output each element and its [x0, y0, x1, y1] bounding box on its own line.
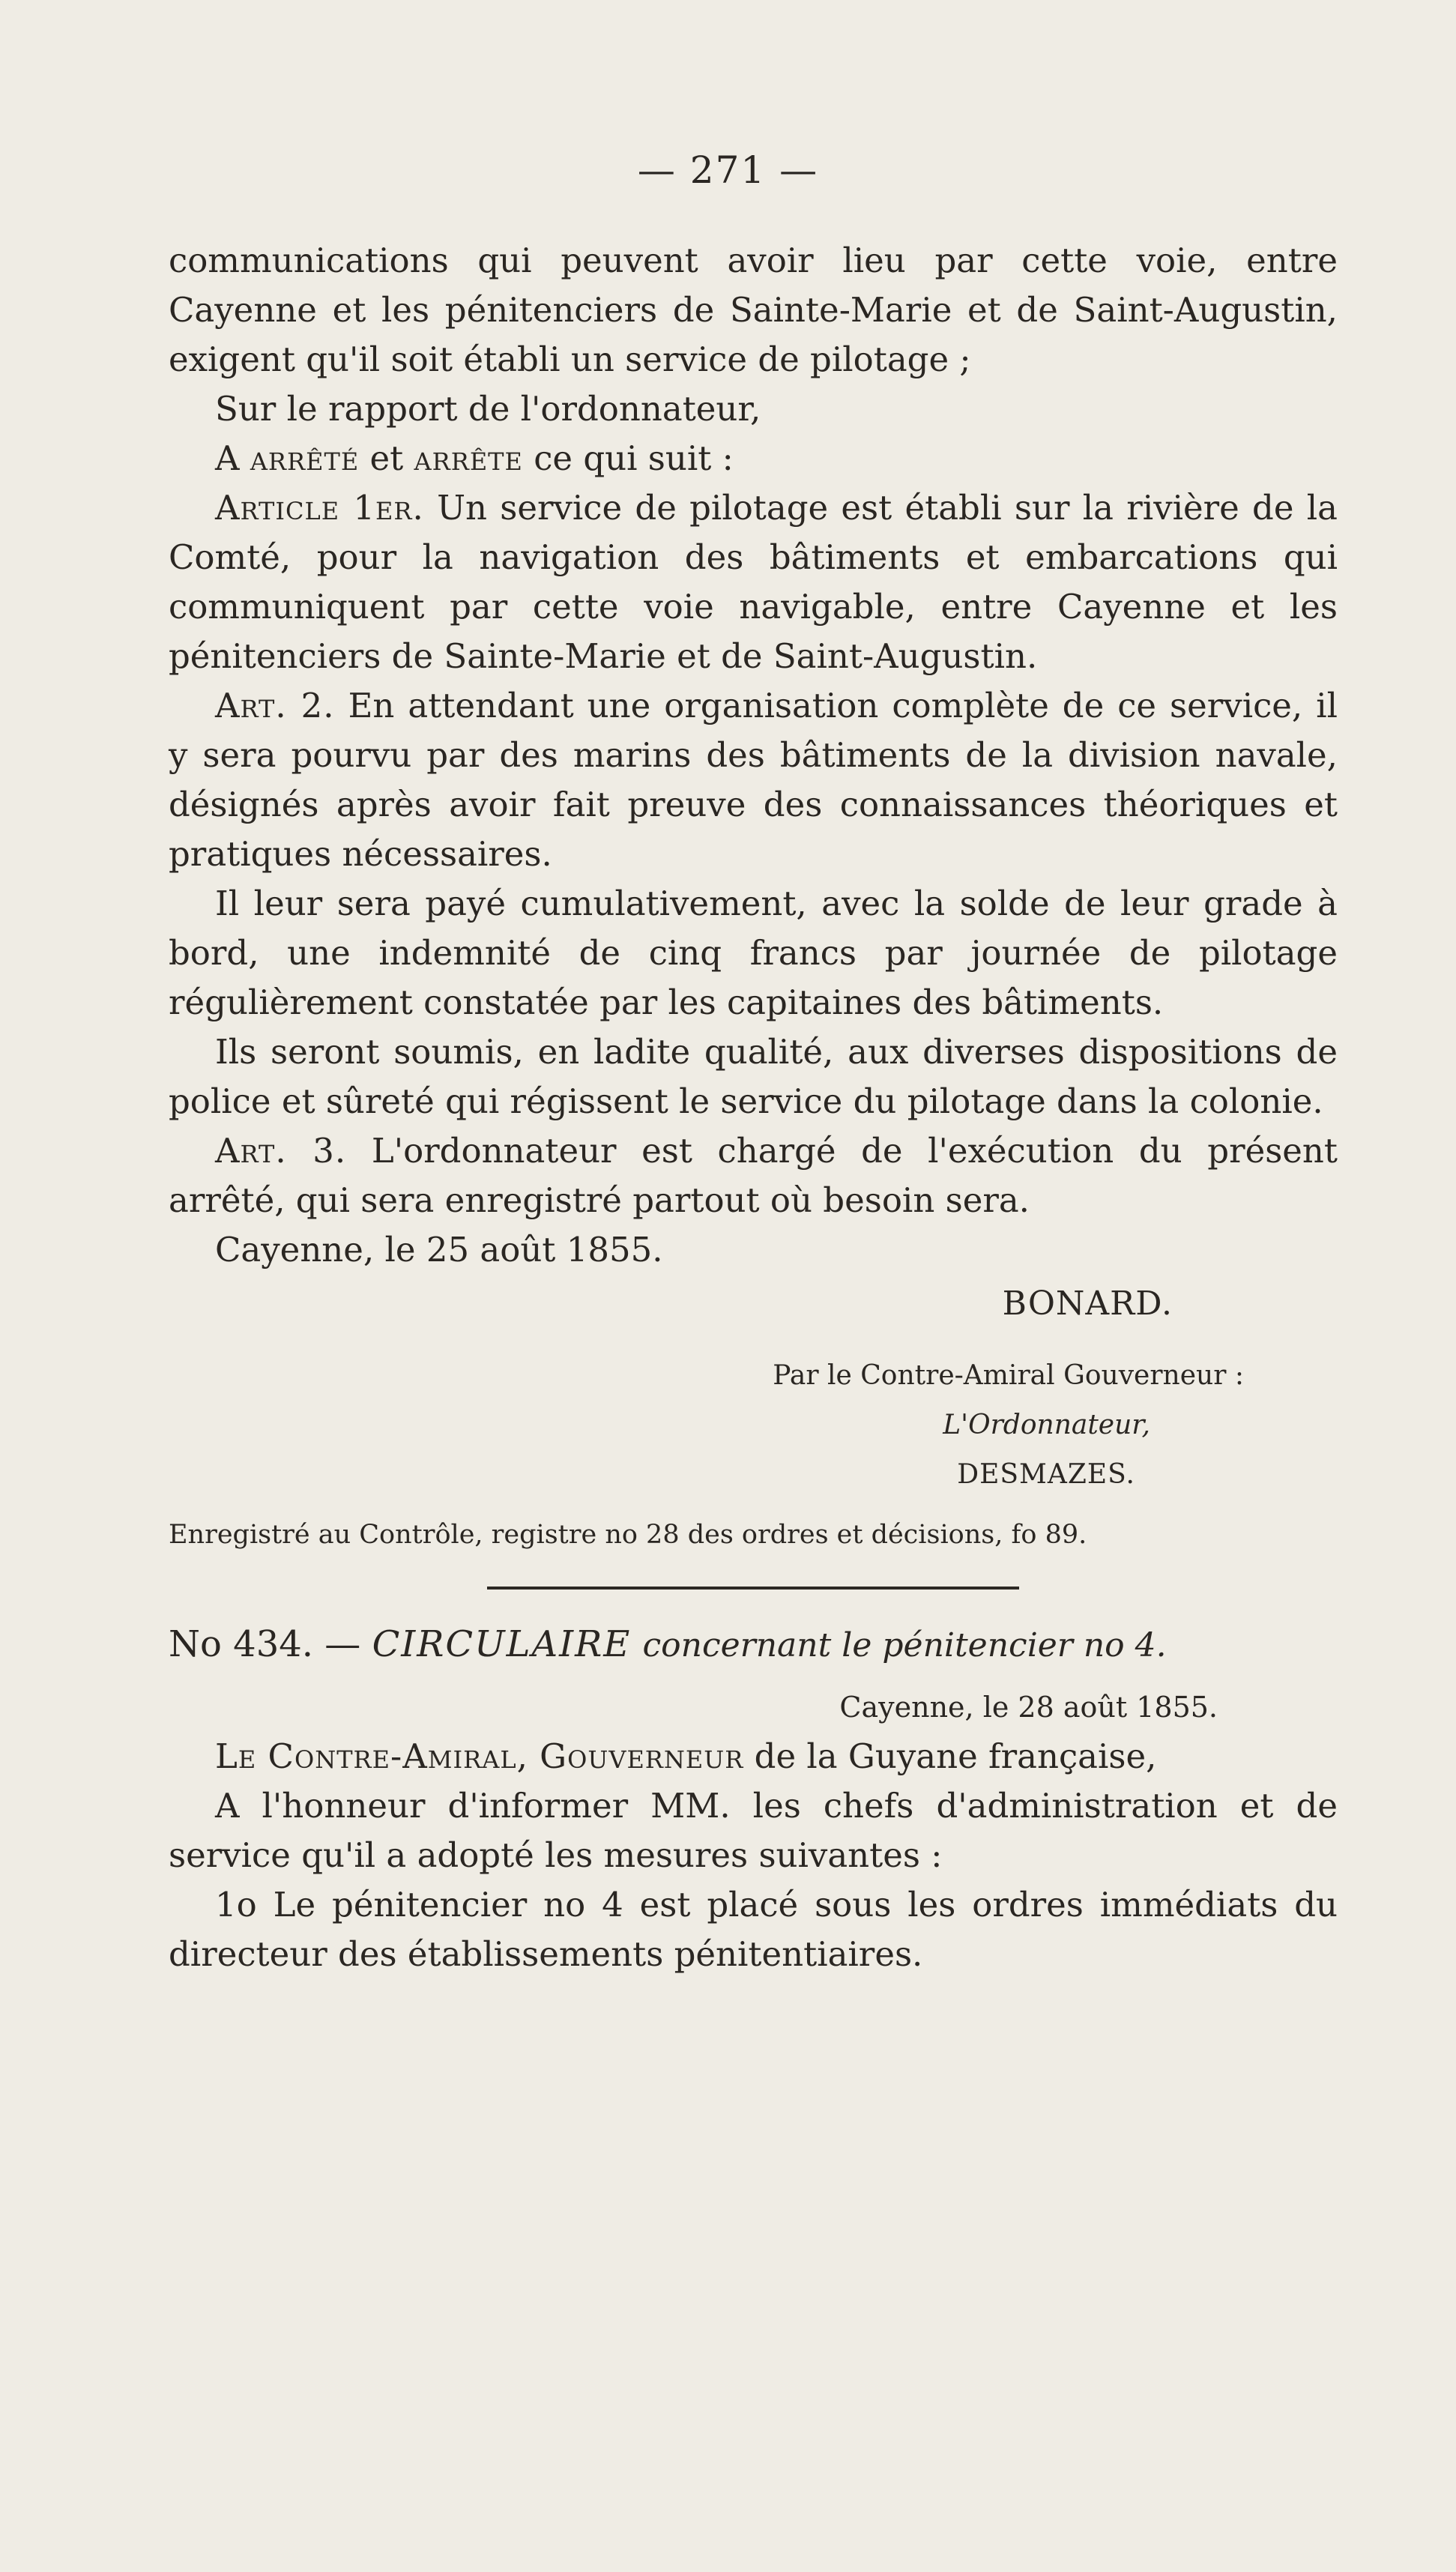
- rapport-line: Sur le rapport de l'ordonnateur,: [215, 389, 761, 429]
- arrete-word-2: arrête: [414, 438, 523, 478]
- par-le-gouverneur: Par le Contre-Amiral Gouverneur :: [773, 1360, 1244, 1391]
- date-line: Cayenne, le 25 août 1855.: [215, 1230, 663, 1270]
- circular-subtitle: concernant le pénitencier no 4.: [642, 1626, 1167, 1664]
- arrete-tail: ce qui suit :: [534, 438, 734, 478]
- intro-paragraph: communications qui peuvent avoir lieu par cette voie, entre Cayenne et les pénitenciers de Sainte-Marie et de Saint-Augustin, exigent qu'il soit établi un service de pilotage ;: [169, 241, 1338, 379]
- enregistrement-note: Enregistré au Contrôle, registre no 28 des ordres et décisions, fo 89.: [169, 1520, 1087, 1550]
- circular-author-title: Le Contre-Amiral, Gouverneur: [215, 1736, 744, 1776]
- article-3-label: Art. 3.: [215, 1131, 347, 1171]
- arrete-line: [169, 434, 1338, 483]
- article-3: [169, 1126, 1338, 1225]
- indemnite-paragraph: Il leur sera payé cumulativement, avec la solde de leur grade à bord, une indemnité de cinq francs par journée de pilotage régulièrement constatée par les capitaines des bâtiments.: [169, 884, 1338, 1022]
- article-1: [169, 483, 1338, 681]
- circular-author: [169, 1732, 1338, 1781]
- article-3-text: L'ordonnateur est chargé de l'exécution du présent arrêté, qui sera enregistré partout où besoin sera.: [169, 1131, 1338, 1220]
- ordonnateur-title: L'Ordonnateur,: [943, 1410, 1150, 1440]
- article-1-label: Article 1er.: [215, 488, 424, 528]
- circular-heading: [169, 1618, 1338, 1672]
- circular-title: CIRCULAIRE: [372, 1623, 632, 1665]
- honneur-paragraph: A l'honneur d'informer MM. les chefs d'administration et de service qu'il a adopté les mesures suivantes :: [169, 1786, 1338, 1875]
- signature-bonard: BONARD.: [1002, 1285, 1173, 1323]
- article-1-text: Un service de pilotage est établi sur la rivière de la Comté, pour la navigation des bâtiments et embarcations qui communiquent par cette voie navigable, entre Cayenne et les pénitenciers de Sainte-Marie et de Saint-Augustin.: [169, 488, 1338, 676]
- article-2-label: Art. 2.: [215, 686, 335, 725]
- circular-author-tail: de la Guyane française,: [754, 1736, 1157, 1776]
- arrete-lead: A: [215, 438, 240, 478]
- arrete-word-1: arrêté: [250, 438, 360, 478]
- article-2: [169, 681, 1338, 879]
- article-2-text: En attendant une organisation complète de ce service, il y sera pourvu par des marins des bâtiments de la division navale, désignés après avoir fait preuve des connaissances théoriques et pratiques nécessaires.: [169, 686, 1338, 874]
- circular-date: Cayenne, le 28 août 1855.: [839, 1691, 1218, 1724]
- signature-desmazes: DESMAZES.: [957, 1459, 1135, 1490]
- document-body: [169, 236, 1338, 1979]
- section-divider: [487, 1587, 1019, 1590]
- soumis-paragraph: Ils seront soumis, en ladite qualité, aux diverses dispositions de police et sûreté qui régissent le service du pilotage dans la colonie.: [169, 1032, 1338, 1121]
- circular-number: No 434. —: [169, 1623, 361, 1665]
- page-number: — 271 —: [637, 148, 819, 192]
- measure-1: 1o Le pénitencier no 4 est placé sous les ordres immédiats du directeur des établissements pénitentiaires.: [169, 1885, 1338, 1974]
- arrete-mid: et: [369, 438, 404, 478]
